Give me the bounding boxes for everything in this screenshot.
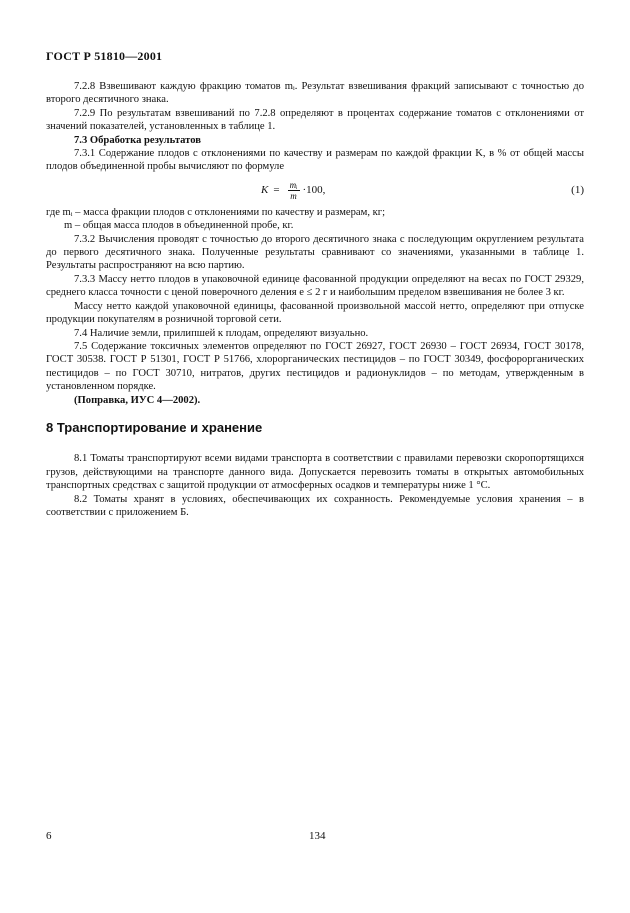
- formula-rhs: ·100,: [302, 183, 326, 196]
- formula-equals: =: [273, 183, 280, 196]
- formula-where-2: m – общая масса плодов в объединенной пробе, кг.: [64, 220, 294, 232]
- formula-block: [46, 174, 584, 206]
- paragraph-7-3-3: 7.3.3 Массу нетто плодов в упаковочной единице фасованной продукции определяют на весах по ГОСТ 29329, среднего класса точности с ценой поверочного деления e ≤ 2 г и наибольшим пределом взвешивания не более 3 кг.: [46, 273, 584, 299]
- page-number: 6: [46, 830, 52, 842]
- paragraph-8-2: 8.2 Томаты хранят в условиях, обеспечивающих их сохранность. Рекомендуемые условия хранения – в соответствии с приложением Б.: [46, 493, 584, 518]
- formula-denominator: m: [290, 190, 297, 201]
- document-body: [46, 80, 584, 519]
- footer-center-number: 134: [309, 830, 326, 842]
- formula-numerator: mᵢ: [289, 179, 298, 190]
- formula: [261, 180, 325, 201]
- paragraph-7-3-2: 7.3.2 Вычисления проводят с точностью до второго десятичного знака с последующим округлением результата до первого десятичного знака. Полученные результаты сравнивают со значениями, указанными в таблице 1. Результаты распространяют на всю партию.: [46, 233, 584, 272]
- formula-where-1: где mᵢ – масса фракции плодов с отклонениями по качеству и размерам, кг;: [46, 206, 386, 218]
- paragraph-7-4: 7.4 Наличие земли, прилипшей к плодам, определяют визуально.: [74, 327, 369, 339]
- amendment-note: (Поправка, ИУС 4—2002).: [74, 394, 201, 406]
- paragraph-7-2-9: 7.2.9 По результатам взвешиваний по 7.2.8 определяют в процентах содержание томатов с отклонениями от значений показателей, установленных в таблице 1.: [46, 107, 584, 133]
- paragraph-7-2-8: 7.2.8 Взвешивают каждую фракцию томатов mᵢ. Результат взвешивания фракций записывают с точностью до второго десятичного знака.: [46, 81, 584, 106]
- paragraph-7-3-1: 7.3.1 Содержание плодов с отклонениями по качеству и размерам по каждой фракции K, в % от общей массы плодов объединенной пробы вычисляют по формуле: [46, 148, 584, 173]
- paragraph-7-3-3-continued: Массу нетто каждой упаковочной единицы, фасованной произвольной массой нетто, определяют при отпуске продукции покупателям в розничной торговой сети.: [46, 300, 584, 326]
- subsection-heading-7-3: 7.3 Обработка результатов: [74, 134, 201, 146]
- formula-number: (1): [571, 183, 584, 196]
- paragraph-8-1: 8.1 Томаты транспортируют всеми видами транспорта в соответствии с правилами перевозки скоропортящихся грузов, действующими на транспорте данного вида. Допускается перевозить томаты в открытых автомобильных транспортных средствах с защитой продукции от атмосферных осадков и температуры ниже 1 °С.: [46, 453, 584, 492]
- formula-lhs: K: [261, 183, 269, 196]
- document-header: ГОСТ Р 51810—2001: [46, 49, 163, 63]
- paragraph-7-5: 7.5 Содержание токсичных элементов определяют по ГОСТ 26927, ГОСТ 26930 – ГОСТ 26934, ГОСТ 30178, ГОСТ 30538. ГОСТ Р 51301, ГОСТ Р 51766, хлорорганических пестицидов – по ГОСТ 30349, фосфорорганических пестицидов – по ГОСТ 30710, нитратов, других пестицидов и радионуклидов – по методам, утвержденным в установленном порядке.: [46, 340, 584, 393]
- formula-fraction: [288, 180, 300, 201]
- section-heading-8: 8 Транспортирование и хранение: [46, 419, 263, 435]
